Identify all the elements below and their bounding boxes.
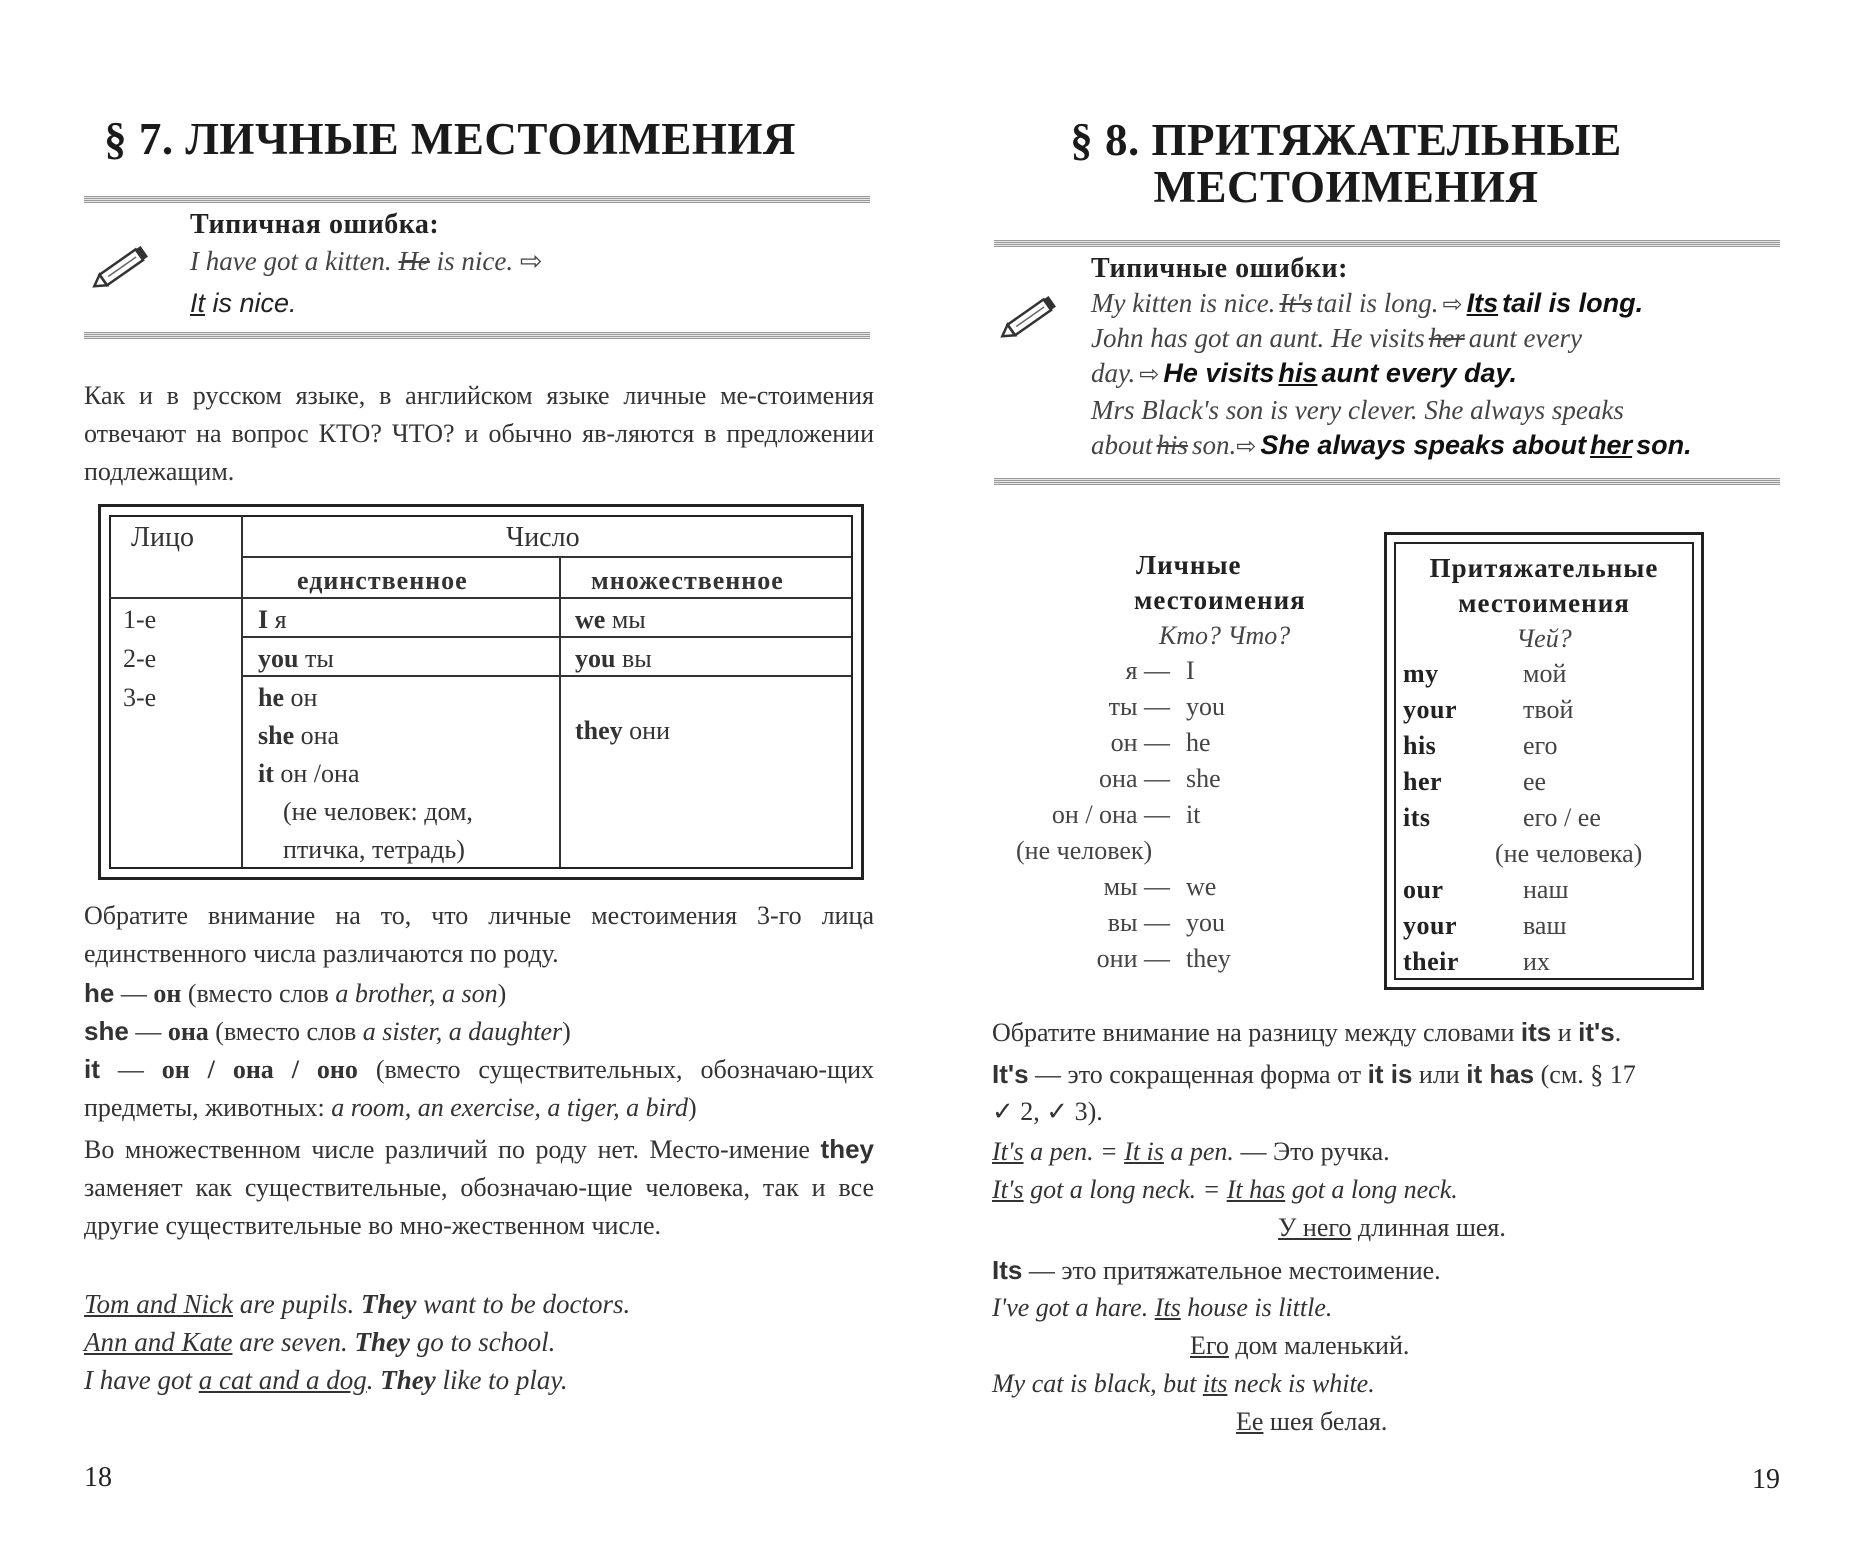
possessive-russian: наш [1523, 875, 1569, 904]
pronoun-russian: он — [1110, 728, 1170, 757]
example-3: I've got a hare. Its house is little. [992, 1293, 1333, 1322]
personal-row [1016, 728, 1346, 764]
pronoun-english: it [1186, 800, 1201, 829]
error-example [190, 246, 543, 277]
possessive-row [1403, 875, 1693, 911]
personal-row [1016, 944, 1346, 980]
singular-2: you ты [258, 644, 334, 673]
possessive-english: its [1403, 803, 1431, 832]
its-contraction-ref: ✓ 2, ✓ 3). [992, 1097, 1103, 1126]
personal-question: Кто? Что? [1159, 621, 1291, 650]
arrow-icon: ⇨ [519, 246, 543, 276]
intro-paragraph: Как и в русском языке, в английском языке личные ме-стоимения отвечают на вопрос КТО? ЧТО? и обычно яв-ляются в предложении подлежащим. [84, 381, 874, 486]
possessive-row [1403, 947, 1693, 983]
error-2: John has got an aunt. He visits her aunt every [1091, 323, 1582, 353]
error-2-fix: day. ⇨ He visits his aunt every day. [1091, 358, 1518, 388]
pronouns-table [98, 504, 864, 880]
example-3: I have got a cat and a dog. They like to play. [84, 1365, 568, 1395]
singular-3-note-1: (не человек: дом, [283, 797, 473, 826]
singular-1: I я [258, 605, 287, 634]
personal-row [1016, 908, 1346, 944]
correction-rest: is nice. [212, 288, 297, 318]
example-2-translation: У него длинная шея. [1278, 1213, 1506, 1242]
right-page [926, 0, 1852, 1562]
possessive-russian: твой [1523, 695, 1574, 724]
its-contraction-note: It's — это сокращенная форма от it is или it has (см. § 17 [992, 1059, 1636, 1089]
singular-3-he: he он [258, 683, 318, 712]
divider-bottom [84, 332, 870, 339]
example-4-translation: Ее шея белая. [1236, 1407, 1388, 1436]
example-3-translation: Его дом маленький. [1190, 1331, 1410, 1360]
possessive-english: their [1403, 947, 1459, 976]
struck-word: He [398, 246, 430, 276]
possessive-russian: ваш [1523, 911, 1567, 940]
possessive-header-1: Притяжательные [1429, 553, 1659, 583]
plural-2: you вы [575, 644, 652, 673]
error-heading: Типичные ошибки: [1091, 253, 1348, 284]
plural-1: we мы [575, 605, 646, 634]
example-1: It's a pen. = It is a pen. — Это ручка. [992, 1137, 1390, 1166]
example-4: My cat is black, but its neck is white. [992, 1369, 1375, 1398]
pronoun-russian: он / она — [1051, 800, 1170, 829]
personal-list [1016, 656, 1346, 980]
pencil-icon [996, 290, 1066, 346]
plural-note: Во множественном числе различий по роду нет. Место-имение they заменяет как существительные, обозначаю-щие человека, так и все другие существительные во мно-жественном числе. [84, 1134, 874, 1240]
possessive-note: (не человека) [1495, 839, 1643, 868]
personal-row [1016, 872, 1346, 908]
pronoun-english: you [1186, 908, 1225, 937]
divider-top [84, 196, 870, 203]
pronoun-russian: мы — [1103, 872, 1170, 901]
personal-header-1: Личные [1136, 550, 1242, 580]
correction-underlined: It [190, 288, 206, 318]
singular-3-it: it он /она [258, 759, 360, 788]
singular-3-she: she она [258, 721, 340, 750]
possessive-russian: их [1523, 947, 1550, 976]
personal-note: (не человек) [1016, 836, 1153, 865]
singular-3-note-2: птичка, тетрадь) [283, 835, 465, 864]
pronoun-russian: я — [1125, 656, 1170, 685]
error-3: Mrs Black's son is very clever. She always speaks [1091, 395, 1624, 425]
possessive-english: her [1403, 767, 1443, 796]
she-line: she — она (вместо слов a sister, a daughter) [84, 1016, 571, 1046]
error-text: I have got a kitten. [190, 246, 392, 276]
correction [190, 288, 297, 319]
personal-header-2: местоимения [1134, 585, 1306, 615]
pencil-icon [88, 240, 158, 296]
error-text-end: is nice. [436, 246, 514, 276]
pronoun-russian: вы — [1107, 908, 1170, 937]
possessive-header-2: местоимения [1458, 588, 1630, 618]
possessive-english: your [1403, 695, 1457, 724]
error-3-fix: about his son.⇨ She always speaks about her son. [1091, 430, 1692, 460]
page-number: 18 [84, 1462, 112, 1493]
divider-top [994, 240, 1780, 247]
possessive-english: my [1403, 659, 1439, 688]
possessive-russian: мой [1523, 659, 1567, 688]
example-1: Tom and Nick are pupils. They want to be doctors. [84, 1289, 631, 1319]
personal-row [1016, 656, 1346, 692]
example-2: Ann and Kate are seven. They go to school. [84, 1327, 556, 1357]
possessive-table [1384, 532, 1704, 990]
error-heading: Типичная ошибка: [190, 209, 440, 240]
header-plural: множественное [591, 566, 784, 595]
person-3: 3-е [123, 683, 157, 712]
possessive-question: Чей? [1516, 624, 1572, 653]
pronoun-russian: ты — [1108, 692, 1170, 721]
personal-row [1016, 764, 1346, 800]
possessive-russian: его [1523, 731, 1558, 760]
pronoun-english: you [1186, 692, 1225, 721]
header-person: Лицо [131, 522, 194, 553]
section-8-title-line2: МЕСТОИМЕНИЯ [1153, 162, 1539, 212]
possessive-row [1403, 911, 1693, 947]
pronoun-english: he [1186, 728, 1211, 757]
pronoun-english: we [1186, 872, 1217, 901]
he-line: he — он (вместо слов a brother, a son) [84, 978, 507, 1008]
pronoun-english: I [1186, 656, 1195, 685]
section-8-title-line1: § 8. ПРИТЯЖАТЕЛЬНЫЕ [1070, 115, 1622, 165]
possessive-row [1403, 731, 1693, 767]
its-possessive-note: Its — это притяжательное местоимение. [992, 1255, 1441, 1285]
possessive-row [1403, 659, 1693, 695]
personal-row [1016, 692, 1346, 728]
pronoun-russian: они — [1096, 944, 1170, 973]
example-2: It's got a long neck. = It has got a long neck. [992, 1175, 1458, 1204]
pronoun-russian: она — [1099, 764, 1170, 793]
pronoun-english: she [1186, 764, 1221, 793]
person-1: 1-е [123, 605, 157, 634]
personal-row [1016, 800, 1346, 836]
header-singular: единственное [297, 566, 468, 595]
possessive-row [1403, 767, 1693, 803]
possessive-english: his [1403, 731, 1437, 760]
possessive-row [1403, 803, 1693, 839]
it-line: it — он / она / оно (вместо существительных, обозначаю-щих предметы, животных: a room, an exercise, a tiger, a bird) [84, 1054, 875, 1122]
possessive-english: your [1403, 911, 1457, 940]
page-number: 19 [1752, 1464, 1780, 1495]
possessive-russian: ее [1523, 767, 1547, 796]
possessive-english: our [1403, 875, 1444, 904]
plural-3: they они [575, 716, 670, 745]
pronoun-english: they [1186, 944, 1231, 973]
difference-note: Обратите внимание на разницу между словами its и it's. [992, 1017, 1622, 1047]
error-1: My kitten is nice. It's tail is long. ⇨ Its tail is long. [1091, 288, 1644, 318]
divider-bottom [994, 478, 1780, 485]
possessive-russian: его / ее [1523, 803, 1601, 832]
header-number: Число [506, 522, 580, 553]
section-7-title: § 7. ЛИЧНЫЕ МЕСТОИМЕНИЯ [104, 114, 796, 164]
person-2: 2-е [123, 644, 157, 673]
possessive-row [1403, 695, 1693, 731]
gender-note: Обратите внимание на то, что личные местоимения 3-го лица единственного числа различаются по роду. [84, 901, 874, 968]
